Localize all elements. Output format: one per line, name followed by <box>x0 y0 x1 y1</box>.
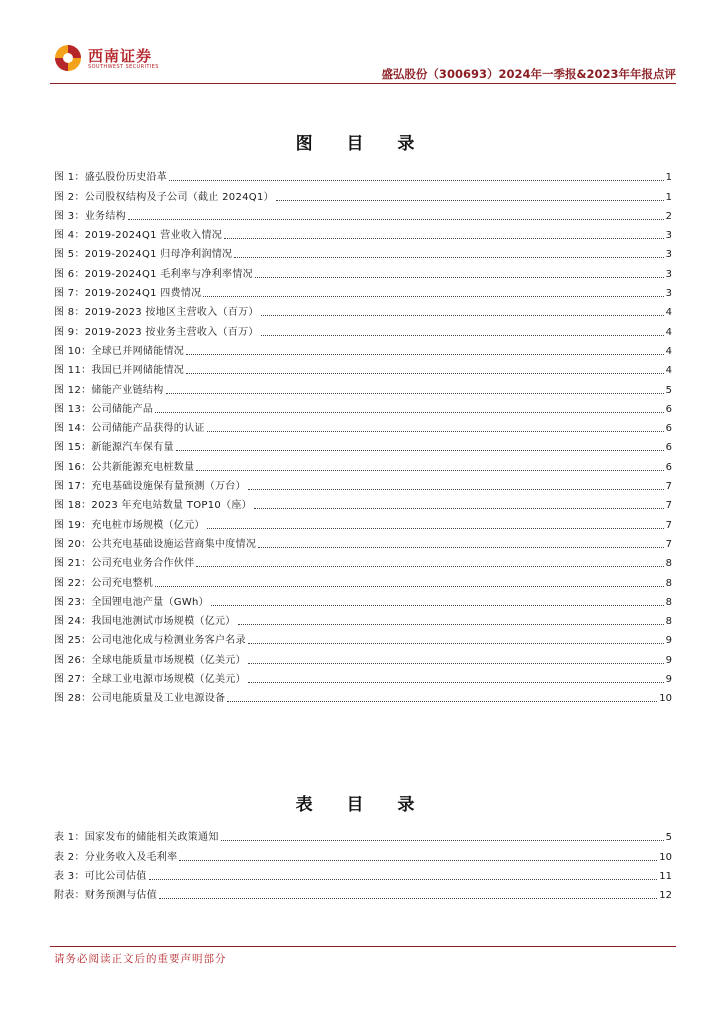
toc-entry-page: 6 <box>665 423 672 435</box>
dot-leader <box>248 489 664 490</box>
toc-entry-page: 9 <box>665 654 672 666</box>
toc-entry-label: 图 24：我国电池测试市场规模（亿元） <box>54 616 236 628</box>
toc-entry-label: 图 15：新能源汽车保有量 <box>54 442 174 454</box>
toc-entry[interactable] <box>54 844 672 863</box>
toc-entry-page: 8 <box>665 616 672 628</box>
toc-entry[interactable] <box>54 667 672 686</box>
dot-leader <box>196 566 663 567</box>
toc-entry-label: 图 12：储能产业链结构 <box>54 384 164 396</box>
toc-entry-page: 10 <box>659 851 672 863</box>
brand-logo <box>54 42 214 76</box>
toc-entry-page: 7 <box>665 500 672 512</box>
toc-entry-page: 4 <box>665 365 672 377</box>
dot-leader <box>221 840 664 841</box>
toc-entry-page: 2 <box>665 210 672 222</box>
dot-leader <box>196 470 663 471</box>
dot-leader <box>169 180 663 181</box>
toc-entry[interactable] <box>54 261 672 280</box>
dot-leader <box>258 547 663 548</box>
toc-entry-label: 图 17：充电基础设施保有量预测（万台） <box>54 481 246 493</box>
toc-entry-label: 图 22：公司充电整机 <box>54 577 154 589</box>
toc-entry[interactable] <box>54 532 672 551</box>
toc-entry-page: 8 <box>665 577 672 589</box>
toc-entry-label: 图 19：充电桩市场规模（亿元） <box>54 519 205 531</box>
toc-entry[interactable] <box>54 223 672 242</box>
dot-leader <box>155 586 663 587</box>
toc-entry[interactable] <box>54 435 672 454</box>
toc-entry-page: 8 <box>665 596 672 608</box>
toc-entry[interactable] <box>54 454 672 473</box>
toc-entry-label: 图 18：2023 年充电站数量 TOP10（座） <box>54 500 252 512</box>
toc-entry-label: 图 1：盛弘股份历史沿革 <box>54 172 168 184</box>
toc-entry[interactable] <box>54 590 672 609</box>
toc-entry[interactable] <box>54 300 672 319</box>
dot-leader <box>261 335 664 336</box>
header-divider <box>50 83 676 84</box>
dot-leader <box>234 257 663 258</box>
toc-entry-label: 图 13：公司储能产品 <box>54 403 154 415</box>
toc-entry-page: 6 <box>665 403 672 415</box>
brand-name-en: SOUTHWEST SECURITIES <box>88 64 159 70</box>
brand-name-cn: 西南证券 <box>88 47 153 65</box>
toc-entry-page: 7 <box>665 519 672 531</box>
dot-leader <box>248 682 664 683</box>
dot-leader <box>254 508 664 509</box>
toc-entry-page: 3 <box>665 288 672 300</box>
toc-entry-label: 图 3：业务结构 <box>54 210 126 222</box>
dot-leader <box>176 450 664 451</box>
toc-entry-page: 3 <box>665 249 672 261</box>
toc-entry-label: 图 16：公共新能源充电桩数量 <box>54 461 195 473</box>
toc-entry-page: 9 <box>665 635 672 647</box>
toc-entry-label: 图 11：我国已并网储能情况 <box>54 365 185 377</box>
toc-entry-page: 10 <box>659 693 672 705</box>
sun-logo-icon <box>54 44 82 72</box>
dot-leader <box>248 663 664 664</box>
toc-entry[interactable] <box>54 339 672 358</box>
dot-leader <box>224 238 664 239</box>
toc-entry-label: 图 10：全球已并网储能情况 <box>54 345 185 357</box>
page-header <box>50 40 676 86</box>
dot-leader <box>255 277 664 278</box>
toc-entry-page: 4 <box>665 307 672 319</box>
toc-entry[interactable] <box>54 242 672 261</box>
tables-toc <box>54 825 672 902</box>
dot-leader <box>207 431 664 432</box>
toc-entry[interactable] <box>54 184 672 203</box>
toc-entry[interactable] <box>54 358 672 377</box>
toc-entry-page: 7 <box>665 538 672 550</box>
toc-entry[interactable] <box>54 319 672 338</box>
toc-entry-label: 图 4：2019-2024Q1 营业收入情况 <box>54 230 223 242</box>
toc-entry-label: 图 27：全球工业电源市场规模（亿美元） <box>54 674 246 686</box>
toc-entry[interactable] <box>54 204 672 223</box>
toc-entry-label: 图 21：公司充电业务合作伙伴 <box>54 558 195 570</box>
toc-entry[interactable] <box>54 493 672 512</box>
toc-entry-label: 图 2：公司股权结构及子公司（截止 2024Q1） <box>54 191 274 203</box>
toc-entry-label: 图 8：2019-2023 按地区主营收入（百万） <box>54 307 259 319</box>
toc-entry-page: 11 <box>659 870 672 882</box>
toc-entry[interactable] <box>54 416 672 435</box>
toc-entry[interactable] <box>54 686 672 705</box>
toc-entry-page: 6 <box>665 442 672 454</box>
toc-entry[interactable] <box>54 609 672 628</box>
dot-leader <box>155 412 663 413</box>
toc-entry-page: 9 <box>665 674 672 686</box>
dot-leader <box>166 393 664 394</box>
toc-entry-label: 图 20：公共充电基础设施运营商集中度情况 <box>54 538 257 550</box>
dot-leader <box>211 605 664 606</box>
toc-entry-page: 3 <box>665 230 672 242</box>
figures-toc <box>54 165 672 705</box>
report-title: 盛弘股份（300693）2024年一季报&2023年年报点评 <box>381 67 676 81</box>
disclaimer-note: 请务必阅读正文后的重要声明部分 <box>54 953 227 965</box>
toc-entry[interactable] <box>54 825 672 844</box>
toc-entry-page: 7 <box>665 481 672 493</box>
dot-leader <box>276 200 664 201</box>
toc-entry-label: 表 2：分业务收入及毛利率 <box>54 851 178 863</box>
toc-entry[interactable] <box>54 512 672 531</box>
toc-entry[interactable] <box>54 377 672 396</box>
toc-entry-label: 图 7：2019-2024Q1 四费情况 <box>54 288 202 300</box>
toc-entry[interactable] <box>54 165 672 184</box>
toc-entry-page: 5 <box>665 384 672 396</box>
toc-entry-page: 1 <box>665 172 672 184</box>
dot-leader <box>149 879 658 880</box>
toc-entry-page: 8 <box>665 558 672 570</box>
figures-toc-title: 图 目 录 <box>295 134 429 154</box>
dot-leader <box>203 296 663 297</box>
toc-entry-label: 图 5：2019-2024Q1 归母净利润情况 <box>54 249 233 261</box>
toc-entry[interactable] <box>54 474 672 493</box>
toc-entry-page: 5 <box>665 832 672 844</box>
dot-leader <box>238 624 664 625</box>
toc-entry-page: 4 <box>665 345 672 357</box>
toc-entry-label: 图 25：公司电池化成与检测业务客户名录 <box>54 635 246 647</box>
toc-entry-label: 图 14：公司储能产品获得的认证 <box>54 423 205 435</box>
toc-entry-label: 表 1：国家发布的储能相关政策通知 <box>54 832 219 844</box>
toc-entry-page: 3 <box>665 268 672 280</box>
toc-entry-page: 12 <box>659 890 672 902</box>
dot-leader <box>179 860 657 861</box>
toc-entry-label: 图 26：全球电能质量市场规模（亿美元） <box>54 654 246 666</box>
toc-entry-page: 6 <box>665 461 672 473</box>
dot-leader <box>261 315 664 316</box>
dot-leader <box>159 898 657 899</box>
toc-entry-label: 附表：财务预测与估值 <box>54 890 157 902</box>
toc-entry[interactable] <box>54 570 672 589</box>
footer-divider <box>50 946 676 947</box>
toc-entry[interactable] <box>54 397 672 416</box>
toc-entry-label: 图 28：公司电能质量及工业电源设备 <box>54 693 226 705</box>
toc-entry-label: 图 6：2019-2024Q1 毛利率与净利率情况 <box>54 268 253 280</box>
toc-entry[interactable] <box>54 551 672 570</box>
dot-leader <box>128 219 664 220</box>
toc-entry-label: 表 3：可比公司估值 <box>54 870 147 882</box>
dot-leader <box>227 701 657 702</box>
dot-leader <box>186 373 664 374</box>
dot-leader <box>248 643 664 644</box>
toc-entry[interactable] <box>54 883 672 902</box>
toc-entry[interactable] <box>54 864 672 883</box>
tables-toc-title: 表 目 录 <box>295 795 429 815</box>
toc-entry-label: 图 9：2019-2023 按业务主营收入（百万） <box>54 326 259 338</box>
toc-entry[interactable] <box>54 281 672 300</box>
toc-entry-label: 图 23：全国锂电池产量（GWh） <box>54 596 209 608</box>
toc-entry-page: 1 <box>665 191 672 203</box>
dot-leader <box>186 354 664 355</box>
dot-leader <box>207 528 664 529</box>
toc-entry[interactable] <box>54 647 672 666</box>
toc-entry-page: 4 <box>665 326 672 338</box>
toc-entry[interactable] <box>54 628 672 647</box>
